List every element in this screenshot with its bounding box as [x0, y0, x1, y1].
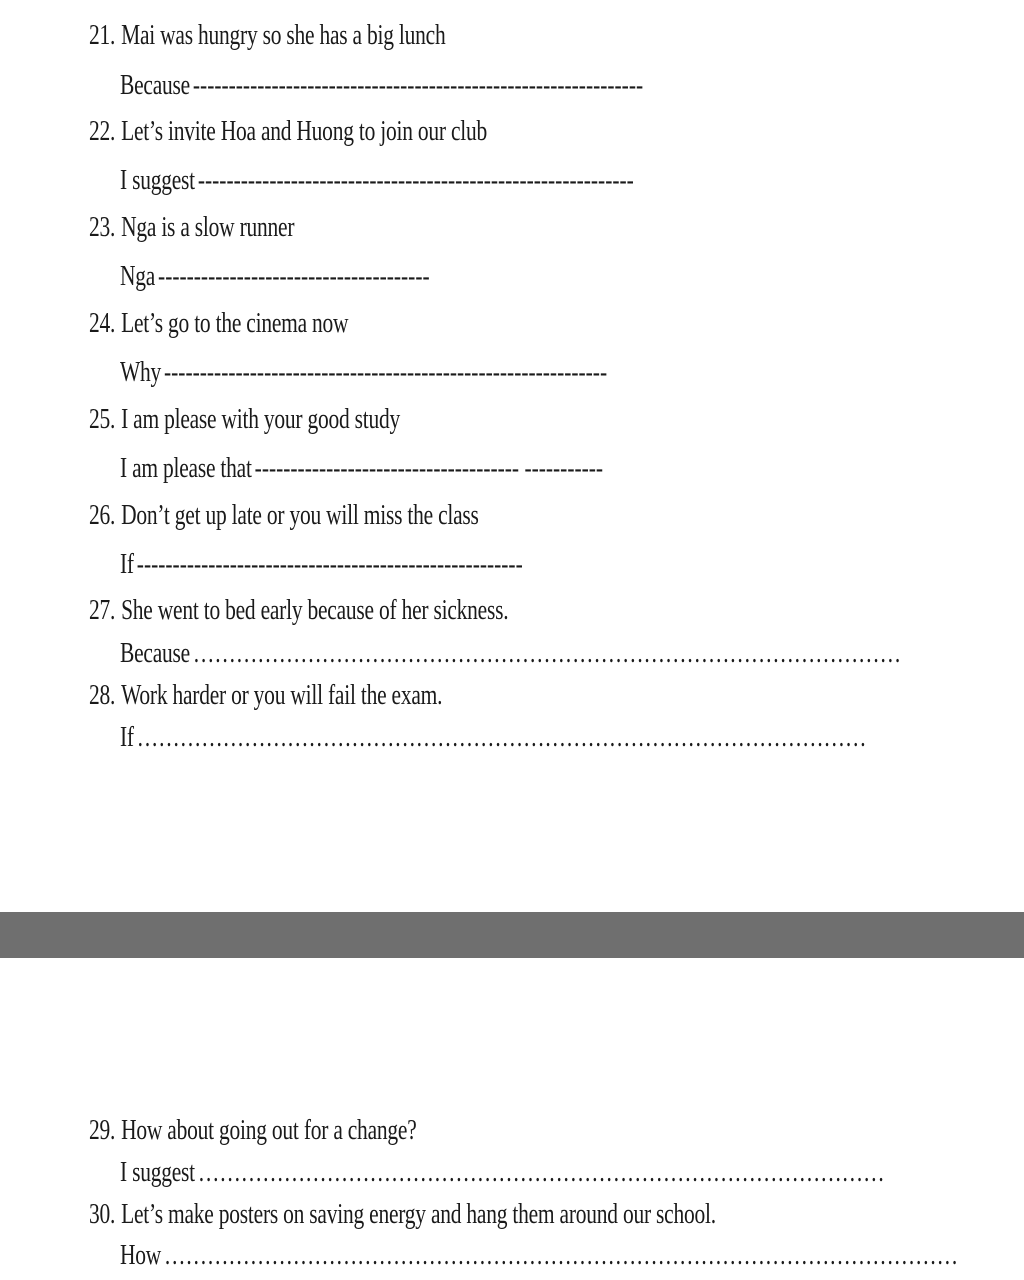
question-number: 25.	[89, 403, 116, 435]
answer-prompt: If	[120, 548, 134, 580]
question-sentence: Nga is a slow runner	[121, 211, 295, 243]
answer-prompt: I suggest	[120, 164, 195, 196]
question-sentence: Don’t get up late or you will miss the class	[121, 499, 479, 531]
answer-line-30[interactable]	[120, 1238, 958, 1272]
question-25	[89, 402, 400, 436]
answer-prompt: I suggest	[120, 1156, 195, 1188]
answer-blank[interactable]: --------------------------------------------------------------	[164, 356, 608, 388]
answer-prompt: If	[120, 721, 134, 753]
answer-blank[interactable]: ……………………………………………………………………………………	[197, 1156, 885, 1188]
question-sentence: I am please with your good study	[121, 403, 401, 435]
question-number: 24.	[89, 307, 116, 339]
answer-blank[interactable]: -------------------------------------------------------------	[197, 164, 634, 196]
question-number: 22.	[89, 115, 116, 147]
question-number: 28.	[89, 679, 116, 711]
answer-line-26[interactable]	[120, 547, 523, 581]
question-sentence: Work harder or you will fail the exam.	[121, 679, 443, 711]
answer-blank[interactable]: --------------------------------------	[158, 260, 430, 292]
question-29	[89, 1113, 416, 1147]
question-sentence: How about going out for a change?	[121, 1114, 417, 1146]
answer-prompt: Nga	[120, 260, 156, 292]
question-number: 27.	[89, 594, 116, 626]
page-separator	[0, 912, 1024, 958]
question-21	[89, 18, 445, 52]
answer-prompt: How	[120, 1239, 162, 1271]
answer-prompt: Because	[120, 637, 190, 669]
answer-line-25[interactable]	[120, 451, 603, 485]
answer-line-27[interactable]	[120, 636, 901, 670]
question-26	[89, 498, 479, 532]
answer-prompt: Why	[120, 356, 162, 388]
question-number: 23.	[89, 211, 116, 243]
answer-blank[interactable]: ------------------------------------------------------	[136, 548, 523, 580]
answer-blank[interactable]: ---------------------------------------------------------------	[192, 69, 644, 101]
answer-line-29[interactable]	[120, 1155, 885, 1189]
question-sentence: Let’s go to the cinema now	[121, 307, 349, 339]
answer-line-28[interactable]	[120, 720, 866, 754]
answer-blank[interactable]: ------------------------------------- -----------	[254, 452, 604, 484]
answer-prompt: I am please that	[120, 452, 252, 484]
question-27	[89, 593, 508, 627]
question-23	[89, 210, 294, 244]
question-24	[89, 306, 348, 340]
answer-line-23[interactable]	[120, 259, 430, 293]
question-sentence: Let’s make posters on saving energy and hang them around our school.	[121, 1198, 716, 1230]
answer-line-24[interactable]	[120, 355, 607, 389]
answer-blank[interactable]: …………………………………………………………………………………………………	[164, 1239, 959, 1271]
question-22	[89, 114, 487, 148]
answer-blank[interactable]: ………………………………………………………………………………………	[192, 637, 902, 669]
question-sentence: Mai was hungry so she has a big lunch	[121, 19, 446, 51]
question-number: 26.	[89, 499, 116, 531]
question-30	[89, 1197, 716, 1231]
question-28	[89, 678, 442, 712]
answer-prompt: Because	[120, 69, 190, 101]
question-number: 30.	[89, 1198, 116, 1230]
question-number: 21.	[89, 19, 116, 51]
question-sentence: Let’s invite Hoa and Huong to join our club	[121, 115, 488, 147]
answer-line-21[interactable]	[120, 68, 643, 102]
question-number: 29.	[89, 1114, 116, 1146]
question-sentence: She went to bed early because of her sickness.	[121, 594, 509, 626]
answer-line-22[interactable]	[120, 163, 634, 197]
answer-blank[interactable]: …………………………………………………………………………………………	[136, 721, 867, 753]
